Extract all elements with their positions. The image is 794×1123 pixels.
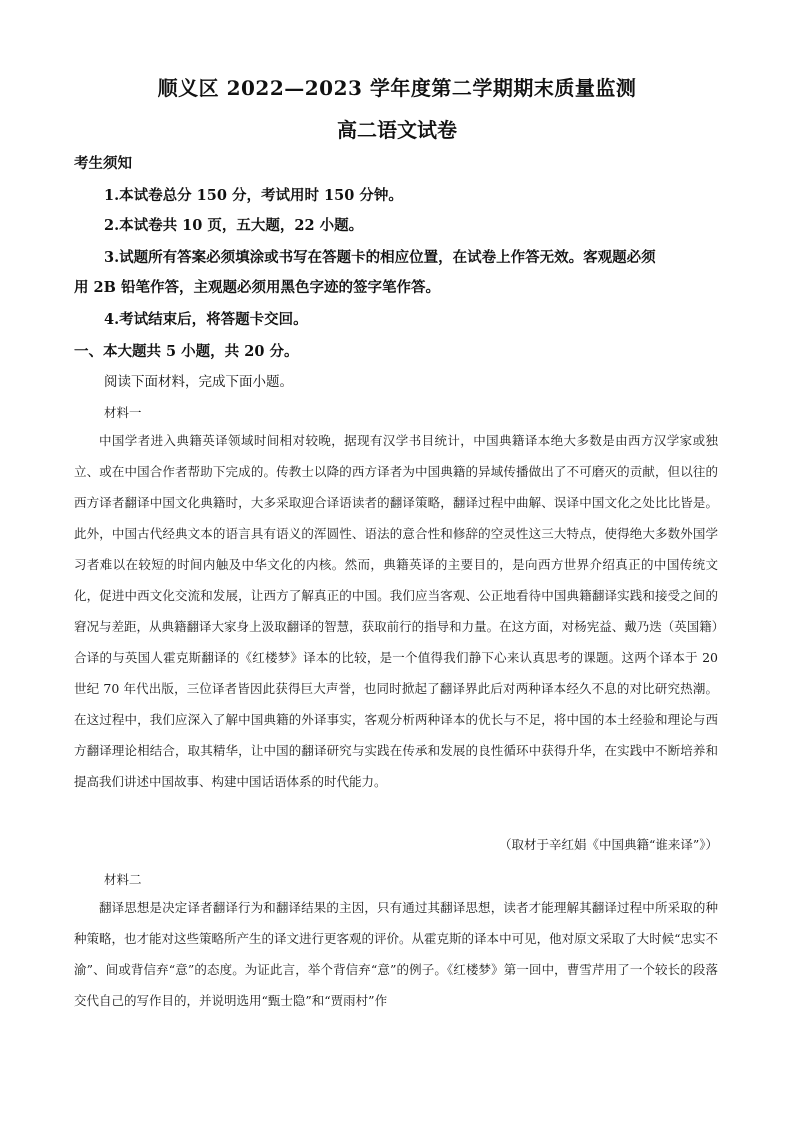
material-1-source: （取材于辛红娟《中国典籍“谁来译”》） [498,837,718,852]
exam-title: 顺义区 2022—2023 学年度第二学期期末质量监测 [157,76,637,100]
notice-item-4: 4.考试结束后，将答题卡交回。 [104,311,308,328]
notice-item-1: 1.本试卷总分 150 分，考试用时 150 分钟。 [104,187,403,204]
section-instructions: 阅读下面材料，完成下面小题。 [104,374,293,390]
notice-heading: 考生须知 [74,155,132,172]
notice-item-2: 2.本试卷共 10 页，五大题，22 小题。 [104,217,364,234]
notice-item-3: 3.试题所有答案必须填涂或书写在答题卡的相应位置，在试卷上作答无效。客观题必须 [104,249,656,266]
material-1-label: 材料一 [104,405,142,420]
notice-item-3-cont: 用 2B 铅笔作答，主观题必须用黑色字迹的签字笔作答。 [74,279,440,296]
material-1-text: 中国学者进入典籍英译领域时间相对较晚，据现有汉学书目统计，中国典籍译本绝大多数是由西方汉学家或独立、或在中国合作者帮助下完成的。传教士以降的西方译者为中国典籍的异域传播做出了不可磨灭的贡献，但以往的西方译者翻译中国文化典籍时，大多采取迎合译语读者的翻译策略，翻译过程中曲解、误译中国文化之处比比皆是。此外，中国古代经典文本的语言具有语义的浑圆性、语法的意合性和修辞的空灵性这三大特点，使得绝大多数外国学习者难以在较短的时间内触及中华文化的内核。然而，典籍英译的主要目的，是向西方世界介绍真正的中国传统文化，促进中西文化交流和发展，让西方了解真正的中国。我们应当客观、公正地看待中国典籍翻译实践和接受之间的窘况与差距，从典籍翻译大家身上汲取翻译的智慧，获取前行的指导和力量。在这方面，对杨宪益、戴乃迭（英国籍）合译的与英国人霍克斯翻译的《红楼梦》译本的比较，是一个值得我们静下心来认真思考的课题。这两个译本于 20 世纪 70 年代出版，三位译者皆因此获得巨大声誉，也同时掀起了翻译界此后对两种译本经久不息的对比研究热潮。在这过程中，我们应深入了解中国典籍的外译事实，客观分析两种译本的优长与不足，将中国的本土经验和理论与西方翻译理论相结合，取其精华，让中国的翻译研究与实践在传承和发展的良性循环中获得升华，在实践中不断培养和提高我们讲述中国故事、构建中国话语体系的时代能力。 [74,433,718,789]
material-2-label: 材料二 [104,872,142,887]
exam-subtitle: 高二语文试卷 [337,118,457,142]
section-heading: 一、本大题共 5 小题，共 20 分。 [74,343,299,360]
material-2-text: 翻译思想是决定译者翻译行为和翻译结果的主因，只有通过其翻译思想，读者才能理解其翻译过程中所采取的种种策略，也才能对这些策略所产生的译文进行更客观的评价。从霍克斯的译本中可见，他对原文采取了大时候“忠实不渝”、间或背信弃“意”的态度。为证此言，举个背信弃“意”的例子。《红楼梦》第一回中，曹雪芹用了一个较长的段落交代自己的写作目的，并说明选用“甄士隐”和“贾雨村”作 [74,900,718,1008]
